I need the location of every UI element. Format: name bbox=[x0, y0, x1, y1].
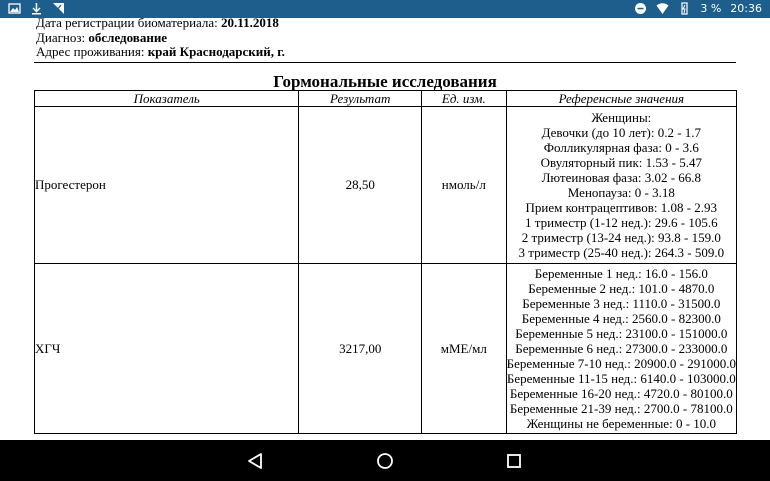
unit-value: мМЕ/мл bbox=[421, 264, 506, 434]
reference-line: Беременные 5 нед.: 23100.0 - 151000.0 bbox=[515, 326, 728, 341]
registration-date: 20.11.2018 bbox=[221, 18, 279, 30]
registration-line bbox=[36, 18, 279, 30]
reference-line: Женщины: bbox=[591, 110, 652, 125]
divider bbox=[34, 62, 736, 63]
diagnosis-label: Диагноз: bbox=[36, 30, 86, 45]
reference-line: Лютеиновая фаза: 3.02 - 66.8 bbox=[541, 170, 702, 185]
reference-values bbox=[506, 107, 736, 264]
download-icon bbox=[30, 2, 43, 15]
back-button[interactable] bbox=[244, 450, 266, 472]
reference-line: Беременные 3 нед.: 1110.0 - 31500.0 bbox=[522, 296, 721, 311]
recents-icon bbox=[506, 453, 522, 469]
home-button[interactable] bbox=[374, 450, 396, 472]
document-view[interactable] bbox=[0, 18, 770, 440]
diagnosis-line bbox=[36, 30, 167, 45]
reference-values bbox=[506, 264, 736, 434]
battery-charging-icon bbox=[678, 2, 691, 15]
home-icon bbox=[376, 452, 394, 470]
header-unit: Ед. изм. bbox=[421, 91, 506, 107]
result-value: 28,50 bbox=[299, 107, 422, 264]
reference-line: Беременные 21-39 нед.: 2700.0 - 78100.0 bbox=[509, 401, 733, 416]
reference-line: Фолликулярная фаза: 0 - 3.6 bbox=[543, 140, 699, 155]
table-header bbox=[35, 91, 737, 107]
address-value: край Краснодарский, г. bbox=[147, 44, 285, 59]
reference-line: Беременные 1 нед.: 16.0 - 156.0 bbox=[534, 266, 708, 281]
image-icon bbox=[8, 2, 21, 15]
minus-circle-icon bbox=[634, 2, 647, 15]
battery-percent: 3 % bbox=[700, 2, 722, 15]
header-reference: Референсные значения bbox=[506, 91, 736, 107]
reference-line: 2 триместр (13-24 нед.): 93.8 - 159.0 bbox=[521, 230, 721, 245]
status-bar bbox=[0, 0, 770, 18]
reference-line: Женщины не беременные: 0 - 10.0 bbox=[526, 416, 717, 431]
check-flag-icon bbox=[52, 2, 65, 15]
reference-line: Овуляторный пик: 1.53 - 5.47 bbox=[540, 155, 702, 170]
table-row bbox=[35, 264, 737, 434]
reference-line: Беременные 4 нед.: 2560.0 - 82300.0 bbox=[521, 311, 721, 326]
registration-label: Дата регистрации биоматериала: bbox=[36, 18, 218, 30]
wifi-icon bbox=[656, 2, 669, 15]
diagnosis-value: обследование bbox=[88, 30, 168, 45]
section-title: Гормональные исследования bbox=[273, 72, 497, 91]
navigation-bar bbox=[0, 440, 770, 481]
address-line bbox=[36, 44, 285, 59]
reference-line: 1 триместр (1-12 нед.): 29.6 - 105.6 bbox=[525, 215, 718, 230]
reference-line: Прием контрацептивов: 1.08 - 2.93 bbox=[525, 200, 718, 215]
reference-line: Девочки (до 10 лет): 0.2 - 1.7 bbox=[541, 125, 702, 140]
recents-button[interactable] bbox=[503, 450, 525, 472]
unit-value: нмоль/л bbox=[421, 107, 506, 264]
header-result: Результат bbox=[299, 91, 422, 107]
indicator-name: ХГЧ bbox=[35, 264, 299, 434]
reference-line: Беременные 16-20 нед.: 4720.0 - 80100.0 bbox=[509, 386, 733, 401]
address-label: Адрес проживания: bbox=[36, 44, 145, 59]
reference-line: Беременные 7-10 нед.: 20900.0 - 291000.0 bbox=[506, 356, 736, 371]
result-value: 3217,00 bbox=[299, 264, 422, 434]
reference-line: 3 триместр (25-40 нед.): 264.3 - 509.0 bbox=[518, 245, 725, 260]
reference-line: Беременные 6 нед.: 27300.0 - 233000.0 bbox=[515, 341, 728, 356]
table-row bbox=[35, 107, 737, 264]
clock: 20:36 bbox=[730, 2, 762, 15]
reference-line: Беременные 11-15 нед.: 6140.0 - 103000.0 bbox=[506, 371, 736, 386]
reference-line: Менопауза: 0 - 3.18 bbox=[567, 185, 675, 200]
reference-line: Беременные 2 нед.: 101.0 - 4870.0 bbox=[528, 281, 715, 296]
back-icon bbox=[247, 452, 263, 470]
results-table bbox=[34, 90, 737, 434]
indicator-name: Прогестерон bbox=[35, 107, 299, 264]
header-indicator: Показатель bbox=[35, 91, 299, 107]
